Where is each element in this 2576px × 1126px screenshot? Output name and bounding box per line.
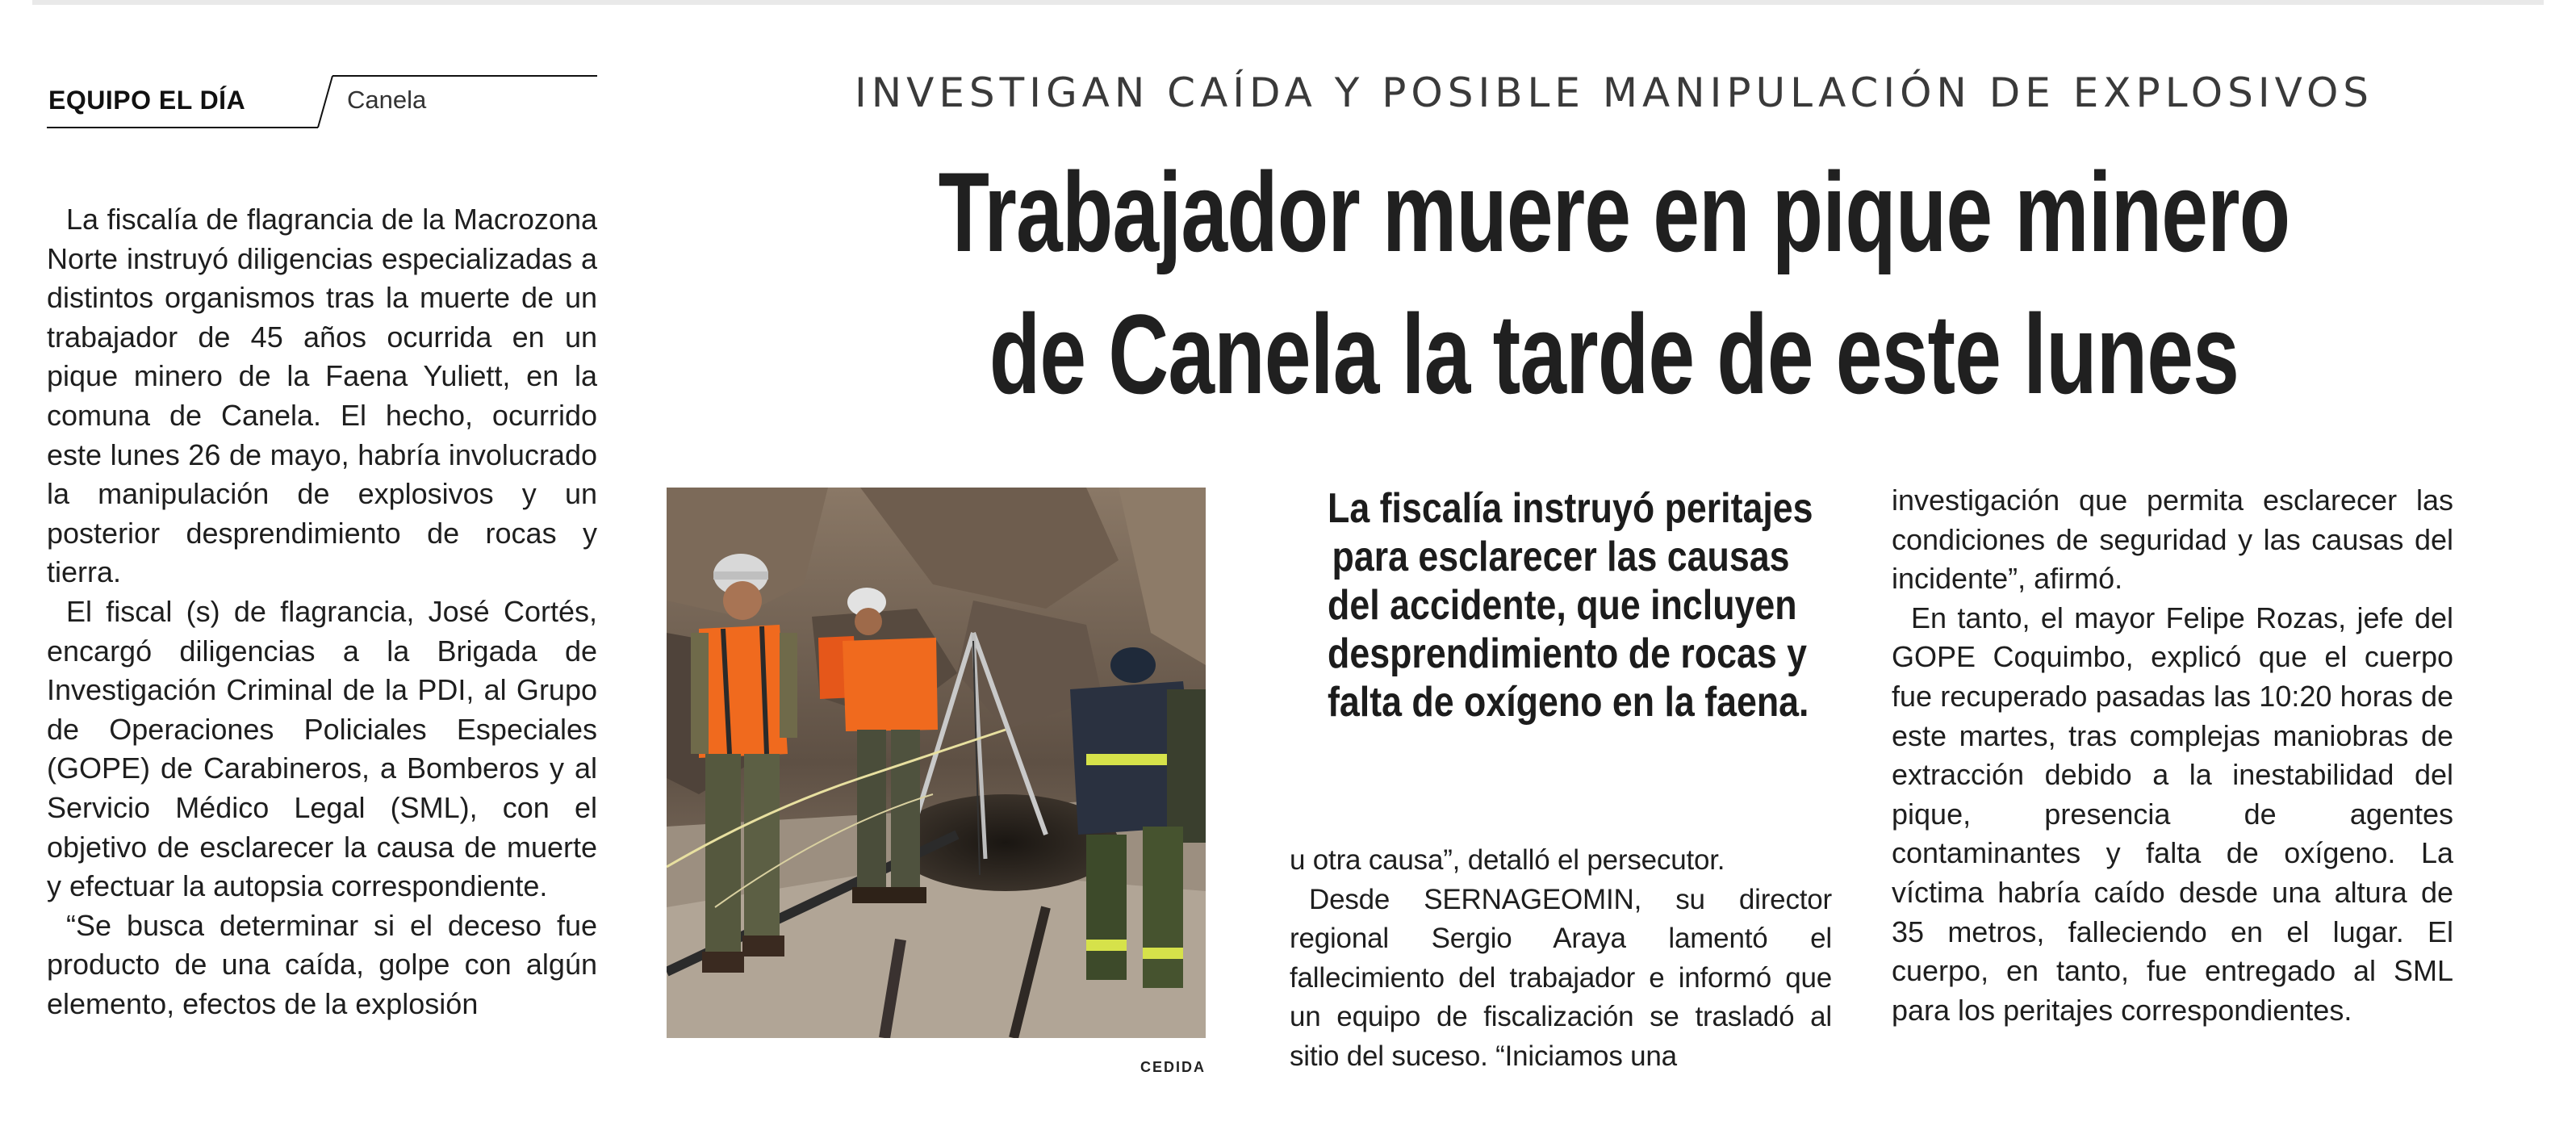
paragraph: La fiscalía de flagrancia de la Macrozona Norte instruyó diligencias especializadas a distintos organismos tras la muerte de un trabajador de 45 años ocurrida en un pique minero de la Faena Yuliett, en la comuna de Canela. El hecho, ocurrido este lunes 26 de mayo, habría involucrado la manipulación de explosivos y un posterior desprendimiento de rocas y tierra. (47, 203, 597, 589)
paragraph: En tanto, el mayor Felipe Rozas, jefe del GOPE Coquimbo, explicó que el cuerpo fue recuperado pasadas las 10:20 horas de este martes, tras complejas maniobras de extracción debido a la inestabilidad del pique, presencia de agentes contaminantes y falta de oxígeno. La víctima habría caído desde una altura de 35 metros, falleciendo en el lugar. El cuerpo, en tanto, fue entregado al SML para los peritajes correspondientes. (1892, 601, 2453, 1027)
headline (910, 141, 2319, 425)
news-photo (667, 488, 1206, 1038)
deck-line: del accidente, que incluyen (1328, 582, 1797, 629)
deck-line: La fiscalía instruyó peritajes (1328, 485, 1813, 532)
deck-line: falta de oxígeno en la faena. (1328, 679, 1809, 726)
deck-line: desprendimiento de rocas y (1328, 630, 1808, 677)
mine-rescue-illustration (667, 488, 1206, 1038)
body-column-1 (47, 200, 597, 1023)
byline-place: Canela (347, 86, 427, 114)
deck-line: para esclarecer las causas (1332, 534, 1790, 580)
paragraph: El fiscal (s) de flagrancia, José Cortés, encargó diligencias a la Brigada de Investigación Criminal de la PDI, al Grupo de Operaciones Policiales Especiales (GOPE) de Carabineros, a Bomberos y al Servicio Médico Legal (SML), con el objetivo de esclarecer la causa de muerte y efectuar la autopsia correspondiente. (47, 594, 597, 903)
headline-line-1: Trabajador muere en pique minero (938, 149, 2290, 275)
headline-line-2: de Canela la tarde de este lunes (989, 291, 2239, 417)
deck-quote (1290, 484, 1832, 726)
photo-credit: CEDIDA (1140, 1059, 1206, 1075)
kicker: INVESTIGAN CAÍDA Y POSIBLE MANIPULACIÓN DE EXPLOSIVOS (854, 69, 2374, 116)
body-column-3 (1290, 841, 1832, 1077)
paragraph: Desde SERNAGEOMIN, su director regional Sergio Araya lamentó el fallecimiento del trabajador e informó que un equipo de fiscalización se trasladó al sitio del suceso. “Iniciamos una (1290, 883, 1832, 1072)
paragraph: u otra causa”, detalló el persecutor. (1290, 844, 1725, 876)
top-rule (32, 0, 2544, 5)
byline-author: EQUIPO EL DÍA (48, 86, 246, 115)
paragraph: investigación que permita esclarecer las condiciones de seguridad y las causas del incidente”, afirmó. (1892, 483, 2453, 596)
paragraph: “Se busca determinar si el deceso fue producto de una caída, golpe con algún elemento, efectos de la explosión (47, 908, 597, 1020)
body-column-4 (1892, 481, 2453, 1030)
byline (47, 74, 597, 129)
